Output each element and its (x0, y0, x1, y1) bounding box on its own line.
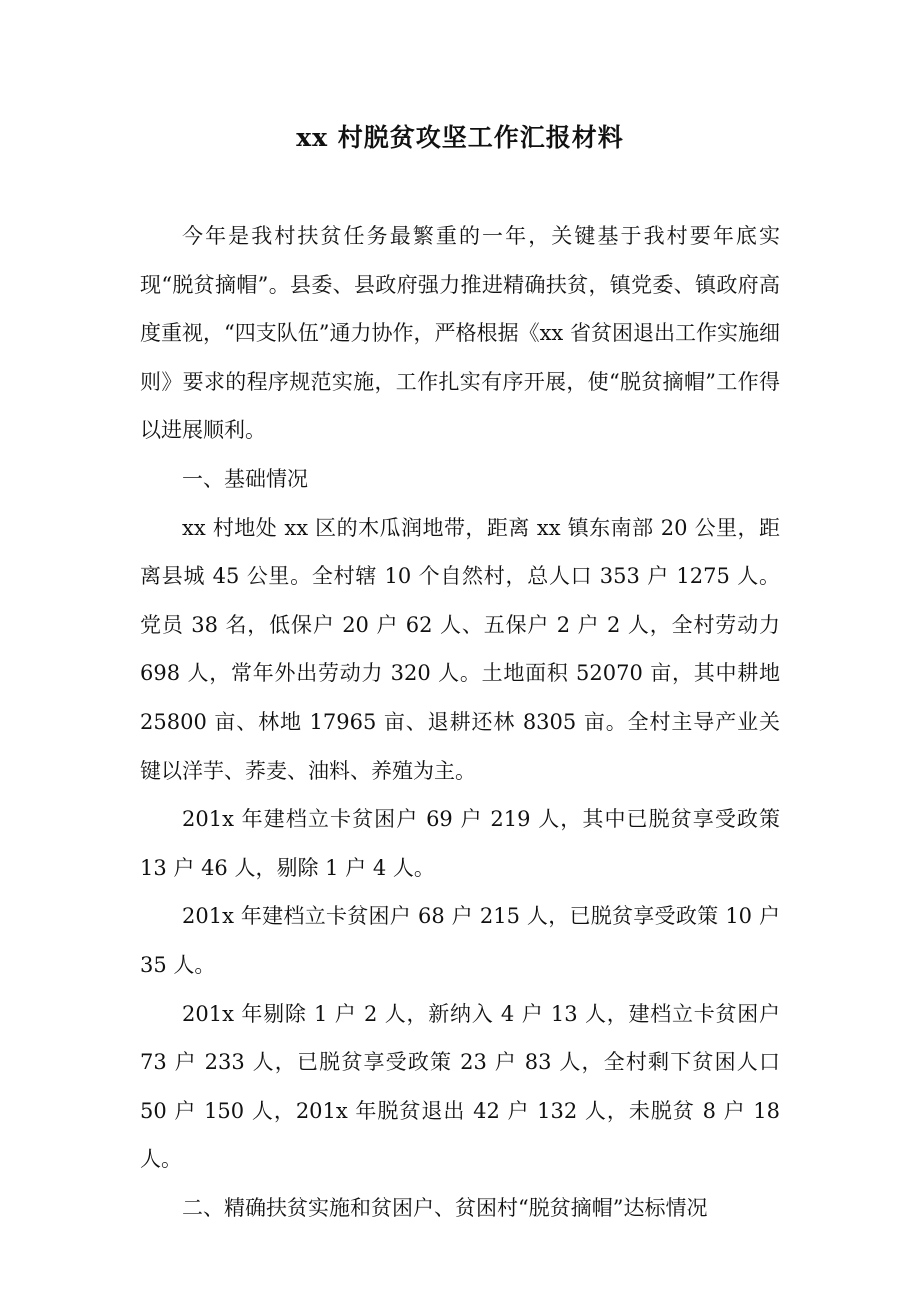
document-body (140, 212, 780, 1232)
paragraph-year-stats-1: 201x 年建档立卡贫困户 69 户 219 人，其中已脱贫享受政策 13 户 46 人，剔除 1 户 4 人。 (140, 807, 780, 880)
section-heading-precise-poverty: 二、精确扶贫实施和贫困户、贫困村“脱贫摘帽”达标情况 (182, 1195, 708, 1220)
paragraph-year-stats-2: 201x 年建档立卡贫困户 68 户 215 人，已脱贫享受政策 10 户 35 人。 (140, 904, 780, 977)
section-heading-basic-situation: 一、基础情况 (182, 466, 308, 491)
paragraph-year-stats-3: 201x 年剔除 1 户 2 人，新纳入 4 户 13 人，建档立卡贫困户 73 户 233 人，已脱贫享受政策 23 户 83 人，全村剩下贫困人口 50 户 150 人，201x 年脱贫退出 42 户 132 人，未脱贫 8 户 18 人。 (140, 1001, 780, 1172)
document-title: xx 村脱贫攻坚工作汇报材料 (296, 123, 624, 152)
paragraph-intro: 今年是我村扶贫任务最繁重的一年，关键基于我村要年底实现“脱贫摘帽”。县委、县政府强力推进精确扶贫，镇党委、镇政府高度重视，“四支队伍”通力协作，严格根据《xx 省贫困退出工作实施细则》要求的程序规范实施，工作扎实有序开展，使“脱贫摘帽”工作得以进展顺利。 (140, 224, 780, 443)
paragraph-village-profile: xx 村地处 xx 区的木瓜润地带，距离 xx 镇东南部 20 公里，距离县城 45 公里。全村辖 10 个自然村，总人口 353 户 1275 人。党员 38 名，低保户 20 户 62 人、五保户 2 户 2 人，全村劳动力 698 人，常年外出劳动力 320 人。土地面积 52070 亩，其中耕地 25800 亩、林地 17965 亩、退耕还林 8305 亩。全村主导产业关键以洋芋、荞麦、油料、养殖为主。 (140, 515, 780, 783)
